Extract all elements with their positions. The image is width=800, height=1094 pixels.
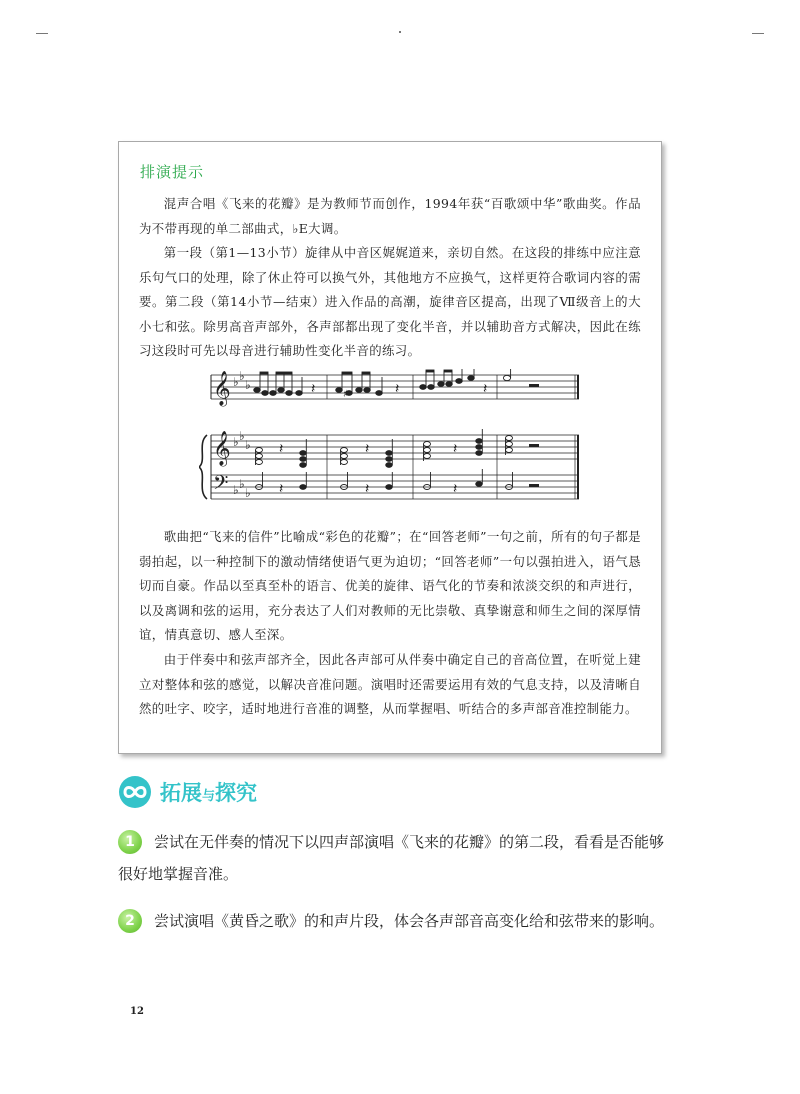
extension-title-connector: 与 (202, 789, 216, 804)
svg-text:𝄽: 𝄽 (279, 481, 284, 497)
svg-text:♭: ♭ (239, 477, 245, 491)
number-badge-1: 1 (118, 830, 142, 854)
svg-text:♭: ♭ (245, 486, 251, 500)
svg-text:♭: ♭ (239, 369, 245, 383)
paragraph-intonation: 由于伴奏中和弦声部齐全，因此各声部可从伴奏中确定自己的音高位置，在听觉上建立对整体和弦的感觉，以解决音准问题。演唱时还需要运用有效的气息支持，以及清晰自然的吐字、咬字，适时地进行音准的调整，从而掌握唱、听结合的多声部音准控制能力。 (139, 652, 641, 717)
paragraph-sections: 第一段（第1—13小节）旋律从中音区娓娓道来，亲切自然。在这段的排练中应注意乐句气口的处理，除了休止符可以换气外，其他地方不应换气，这样更符合歌词内容的需要。第二段（第14小节—结束）进入作品的高潮，旋律音区提高，出现了Ⅶ级音上的大小七和弦。除男高音声部外，各声部都出现了变化半音，并以辅助音方式解决，因此在练习这段时可先以母音进行辅助性变化半音的练习。 (139, 245, 641, 359)
crop-mark-left (36, 33, 48, 34)
exercise-item-1 (118, 826, 678, 890)
notes (254, 369, 539, 497)
svg-text:𝄽: 𝄽 (311, 381, 316, 397)
number-badge-2: 2 (118, 909, 142, 933)
page-number: 12 (130, 1006, 144, 1017)
svg-text:♯: ♯ (343, 389, 348, 400)
crop-mark-right (752, 33, 764, 34)
svg-text:𝄽: 𝄽 (483, 381, 488, 397)
key-signatures (233, 369, 251, 500)
svg-text:𝄽: 𝄽 (453, 441, 458, 457)
exercise-item-2 (118, 905, 678, 937)
music-score (199, 369, 579, 507)
svg-text:♭: ♭ (245, 438, 251, 452)
treble-clef-2: 𝄞 (213, 431, 231, 466)
brace (199, 435, 207, 499)
svg-text:♭: ♭ (233, 375, 239, 389)
svg-text:♭: ♭ (245, 378, 251, 392)
exercise-text-2: 尝试演唱《黄昏之歌》的和声片段，体会各声部音高变化给和弦带来的影响。 (154, 912, 665, 930)
paragraph-analysis: 歌曲把“飞来的信件”比喻成“彩色的花瓣”；在“回答老师”一句之前，所有的句子都是弱拍起，以一种控制下的激动情绪使语气更为迫切；“回答老师”一句以强拍进入，语气恳切而自豪。作品以至真至朴的语言、优美的旋律、语气化的节奏和浓淡交织的和声进行，以及离调和弦的运用，充分表达了人们对教师的无比崇敬、真挚谢意和师生之间的深厚情谊，情真意切、感人至深。 (139, 529, 641, 643)
rehearsal-tips-box (118, 141, 662, 754)
bass-clef: 𝄢 (213, 471, 229, 499)
extension-title-part1: 拓展 (160, 781, 202, 805)
extension-title (160, 777, 257, 807)
svg-text:𝄽: 𝄽 (365, 481, 370, 497)
svg-text:𝄽: 𝄽 (279, 441, 284, 457)
svg-text:♭: ♭ (239, 429, 245, 443)
svg-text:♭: ♭ (233, 483, 239, 497)
exercise-text-1: 尝试在无伴奏的情况下以四声部演唱《飞来的花瓣》的第二段，看看是否能够很好地掌握音准。 (118, 833, 665, 883)
svg-text:𝄽: 𝄽 (365, 441, 370, 457)
svg-text:𝄽: 𝄽 (395, 381, 400, 397)
extension-title-part2: 探究 (215, 781, 258, 805)
infinity-icon (118, 775, 152, 809)
crop-mark-center (399, 31, 401, 33)
svg-text:♭: ♭ (233, 435, 239, 449)
rehearsal-tips-title: 排演提示 (140, 163, 205, 181)
treble-clef-1: 𝄞 (213, 371, 231, 406)
svg-text:𝄽: 𝄽 (453, 481, 458, 497)
paragraph-intro: 混声合唱《飞来的花瓣》是为教师节而创作，1994年获“百歌颂中华”歌曲奖。作品为不带再现的单二部曲式，♭E大调。 (139, 196, 641, 236)
